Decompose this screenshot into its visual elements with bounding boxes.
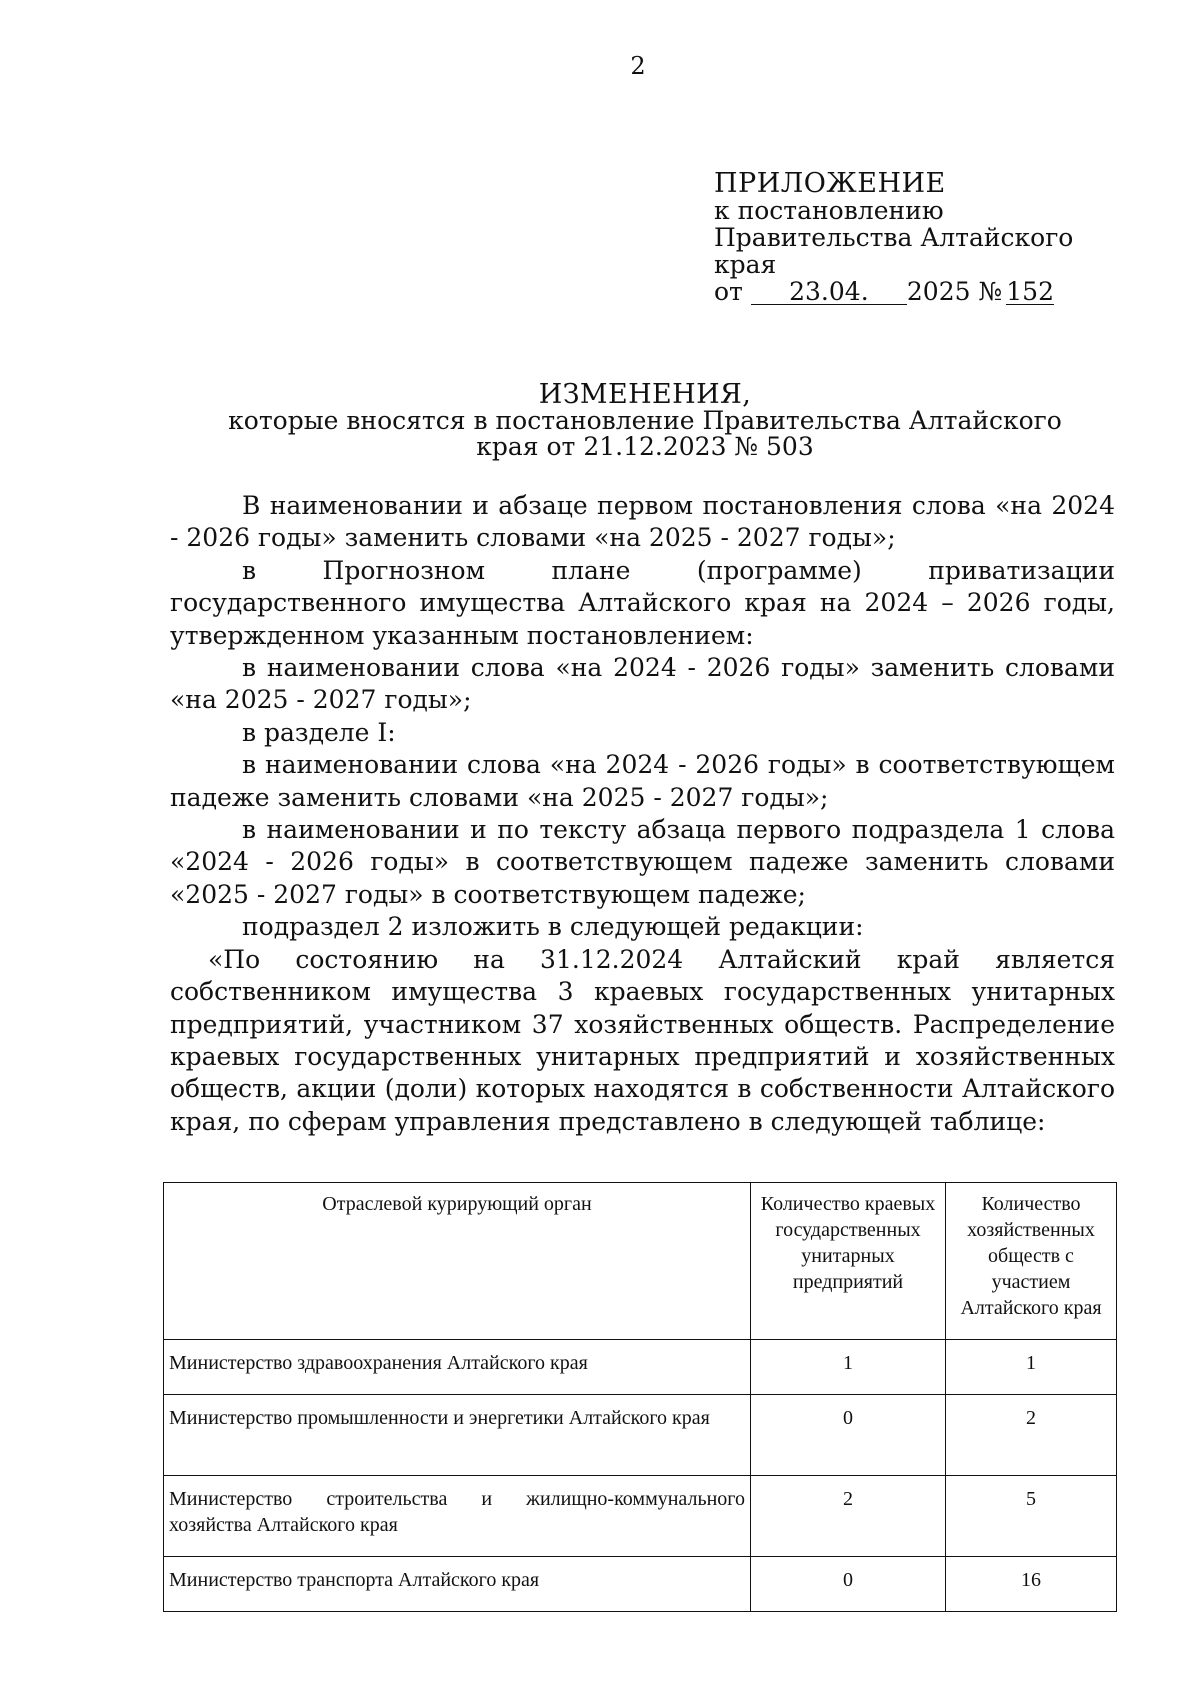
- cell-companies: 16: [946, 1557, 1117, 1612]
- cell-organ: Министерство транспорта Алтайского края: [164, 1557, 751, 1612]
- cell-organ: Министерство промышленности и энергетики Алтайского края: [164, 1395, 751, 1476]
- appendix-date-line: [714, 278, 1134, 305]
- paragraph: в Прогнозном плане (программе) приватизации государственного имущества Алтайского края на 2024 – 2026 годы, утвержденном указанным постановлением:: [170, 555, 1115, 650]
- paragraph: «По состоянию на 31.12.2024 Алтайский край является собственником имущества 3 краевых государственных унитарных предприятий, участником 37 хозяйственных обществ. Распределение краевых государственных унитарных предприятий и хозяйственных обществ, акции (доли) которых находятся в собственности Алтайского края, по сферам управления представлено в следующей таблице:: [170, 944, 1115, 1136]
- decree-number-field: 152: [1006, 277, 1054, 306]
- appendix-line-1: к постановлению: [714, 196, 944, 225]
- cell-organ: Министерство строительства и жилищно-коммунального хозяйства Алтайского края: [164, 1476, 751, 1557]
- appendix-title: ПРИЛОЖЕНИЕ: [714, 168, 946, 199]
- paragraph: в разделе I:: [242, 717, 396, 747]
- header-enterprises: Количество краевых государственных унитарных предприятий: [751, 1183, 946, 1340]
- cell-companies: 5: [946, 1476, 1117, 1557]
- paragraph: подраздел 2 изложить в следующей редакции:: [242, 912, 864, 942]
- year-number-prefix: 2025 №: [906, 277, 1003, 306]
- paragraph: в наименовании слова «на 2024 - 2026 годы» в соответствующем падеже заменить словами «на 2025 - 2027 годы»;: [170, 750, 1115, 812]
- table-row: [164, 1395, 1117, 1476]
- cell-enterprises: 1: [751, 1340, 946, 1395]
- table-row: [164, 1557, 1117, 1612]
- document-body: [170, 490, 1115, 1138]
- cell-companies: 1: [946, 1340, 1117, 1395]
- header-organ: Отраслевой курирующий орган: [164, 1183, 751, 1340]
- cell-companies: 2: [946, 1395, 1117, 1476]
- header-companies: Количество хозяйственных обществ с участием Алтайского края: [946, 1183, 1117, 1340]
- appendix-stamp: [714, 170, 1134, 305]
- cell-enterprises: 0: [751, 1395, 946, 1476]
- cell-organ: Министерство здравоохранения Алтайского края: [164, 1340, 751, 1395]
- table-row: [164, 1476, 1117, 1557]
- date-prefix: от: [714, 277, 743, 306]
- table-row: [164, 1340, 1117, 1395]
- cell-enterprises: 2: [751, 1476, 946, 1557]
- table-header-row: [164, 1183, 1117, 1340]
- heading-title: ИЗМЕНЕНИЯ,: [538, 379, 752, 410]
- appendix-line-2: Правительства Алтайского: [714, 223, 1074, 252]
- date-field: 23.04.: [751, 280, 907, 305]
- page-number: 2: [630, 52, 646, 80]
- document-heading: [170, 379, 1120, 461]
- distribution-table: [163, 1182, 1117, 1612]
- paragraph: В наименовании и абзаце первом постановления слова «на 2024 - 2026 годы» заменить словами «на 2025 - 2027 годы»;: [170, 491, 1115, 553]
- heading-subtitle-line-2: края от 21.12.2023 № 503: [476, 432, 814, 461]
- cell-enterprises: 0: [751, 1557, 946, 1612]
- appendix-line-3: края: [714, 250, 777, 279]
- paragraph: в наименовании и по тексту абзаца первого подраздела 1 слова «2024 - 2026 годы» в соответствующем падеже заменить словами «2025 - 2027 годы» в соответствующем падеже;: [170, 815, 1115, 909]
- heading-subtitle-line-1: которые вносятся в постановление Правительства Алтайского: [228, 406, 1062, 435]
- paragraph: в наименовании слова «на 2024 - 2026 годы» заменить словами «на 2025 - 2027 годы»;: [170, 653, 1115, 715]
